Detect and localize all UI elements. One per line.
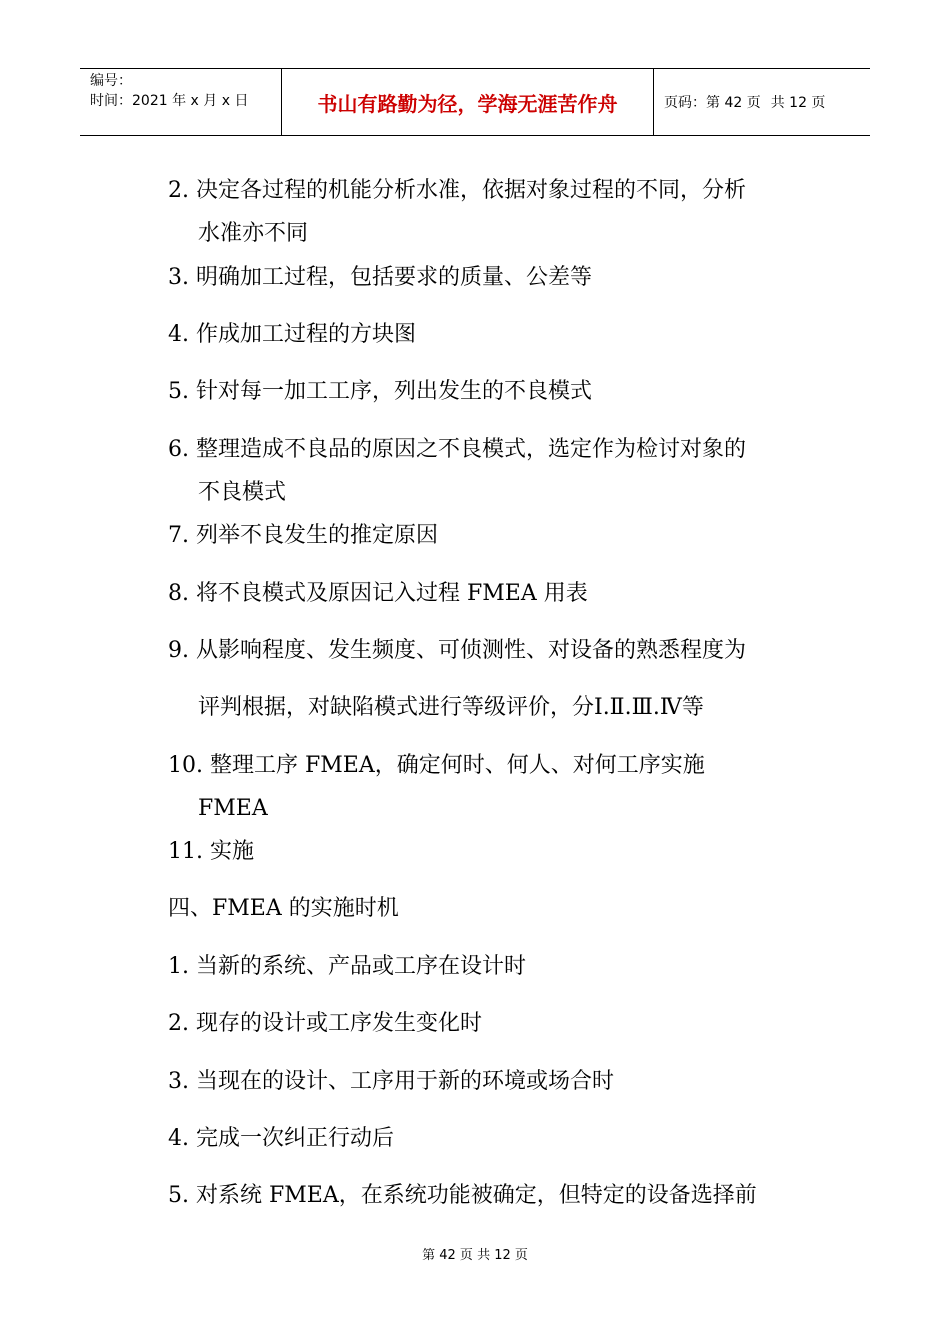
list-item: 2. 现存的设计或工序发生变化时 [168,1011,482,1036]
list-item: 3. 当现在的设计、工序用于新的环境或场合时 [168,1069,614,1094]
list-item: 1. 当新的系统、产品或工序在设计时 [168,954,526,979]
list-item-continuation: 不良模式 [198,480,287,505]
list-item-continuation: FMEA [198,796,268,821]
header-page-info [654,69,870,135]
header-page-total: 共 12 页 [770,95,826,111]
list-item-continuation: 评判根据，对缺陷模式进行等级评价，分Ⅰ.Ⅱ.Ⅲ.Ⅳ等 [198,695,704,720]
list-item: 7. 列举不良发生的推定原因 [168,523,438,548]
list-item: 6. 整理造成不良品的原因之不良模式，选定作为检讨对象的 [168,437,746,462]
list-item: 5. 针对每一加工工序，列出发生的不良模式 [168,379,592,404]
list-item: 2. 决定各过程的机能分析水准，依据对象过程的不同，分析 [168,178,746,203]
header-page-number: 页码：第 42 页 [664,95,761,111]
page-footer: 第 42 页 共 12 页 [422,1248,528,1263]
section-heading: 四、FMEA 的实施时机 [168,896,399,921]
list-item: 4. 作成加工过程的方块图 [168,322,416,347]
list-item: 4. 完成一次纠正行动后 [168,1126,394,1151]
list-item: 10. 整理工序 FMEA，确定何时、何人、对何工序实施 [168,753,705,778]
header-motto: 书山有路勤为径，学海无涯苦作舟 [282,69,654,135]
list-item: 11. 实施 [168,839,254,864]
list-item: 9. 从影响程度、发生频度、可侦测性、对设备的熟悉程度为 [168,638,746,663]
list-item: 5. 对系统 FMEA，在系统功能被确定，但特定的设备选择前 [168,1183,757,1208]
document-number-label: 编号： [90,73,132,89]
list-item-continuation: 水准亦不同 [198,221,309,246]
list-item: 8. 将不良模式及原因记入过程 FMEA 用表 [168,581,588,606]
list-item: 3. 明确加工过程，包括要求的质量、公差等 [168,265,592,290]
document-date-label: 时间：2021 年 x 月 x 日 [90,93,249,109]
header-meta [80,69,282,135]
page-header [80,68,870,136]
